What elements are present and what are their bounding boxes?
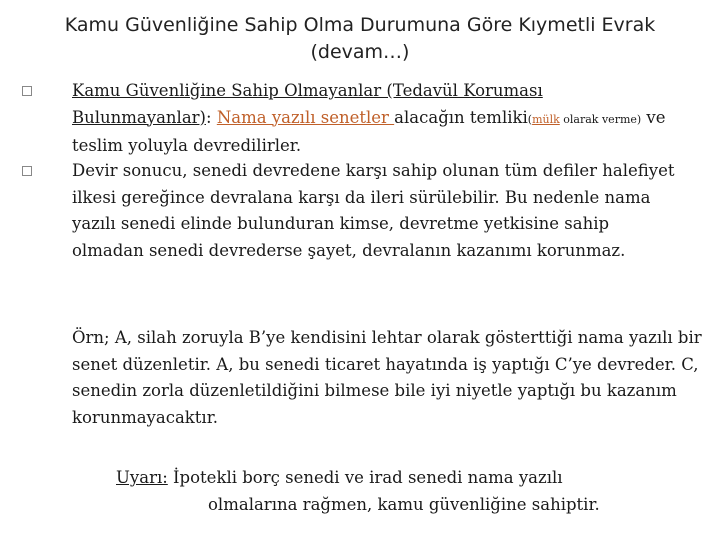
bullet-1-text-1: alacağın temliki — [394, 107, 528, 127]
bullet-1-paren-open: ( — [527, 112, 533, 126]
title-line-1: Kamu Güvenliğine Sahip Olma Durumuna Göre Kıymetli Evrak — [64, 14, 656, 36]
bullet-1-paren-rest: olarak verme) — [559, 112, 642, 126]
nama-yazili-senetler-highlight: Nama yazılı senetler — [216, 107, 395, 127]
warning-line-2: olmalarına rağmen, kamu güvenliğine sahiptir. — [208, 495, 600, 514]
page-title — [0, 12, 720, 66]
example-paragraph: Örn; A, silah zoruyla B’ye kendisini lehtar olarak gösterttiği nama yazılı bir senet düzenletir. A, bu senedi ticaret hayatında iş yaptığı C’ye devreder. C, senedin zorla düzenletildiğini bilmese bile iyi niyetle yaptığı bu kazanım korunmayacaktır. — [72, 328, 702, 427]
title-line-2: (devam…) — [310, 41, 410, 63]
bullet-1-colon: : — [206, 107, 217, 127]
warning-line-1 — [116, 466, 563, 490]
mulk-link: mülk — [532, 112, 560, 126]
bullet-2-text: Devir sonucu, senedi devredene karşı sahip olunan tüm defiler halefiyet ilkesi gereğince devralana karşı da ileri sürülebilir. Bu nedenle nama yazılı senedi elinde bulunduran kimse, devretme yetkisine sahip olmadan senedi devrederse şayet, devralanın kazanımı korunmaz. — [72, 161, 675, 260]
warning-label: Uyarı: — [116, 468, 168, 487]
bullet-1-text-2: ve teslim yoluyla devredilirler. — [72, 107, 666, 155]
bullet-1-heading: Kamu Güvenliğine Sahip Olmayanlar (Tedavül Koruması Bulunmayanlar) — [72, 81, 543, 127]
warning-text-1: İpotekli borç senedi ve irad senedi nama yazılı — [167, 468, 563, 487]
bullet-box-icon — [22, 86, 32, 96]
bullet-box-icon — [22, 166, 32, 176]
bullet-1-text — [72, 78, 682, 160]
bullet-item-1 — [22, 78, 682, 160]
bullet-item-2 — [22, 158, 682, 264]
